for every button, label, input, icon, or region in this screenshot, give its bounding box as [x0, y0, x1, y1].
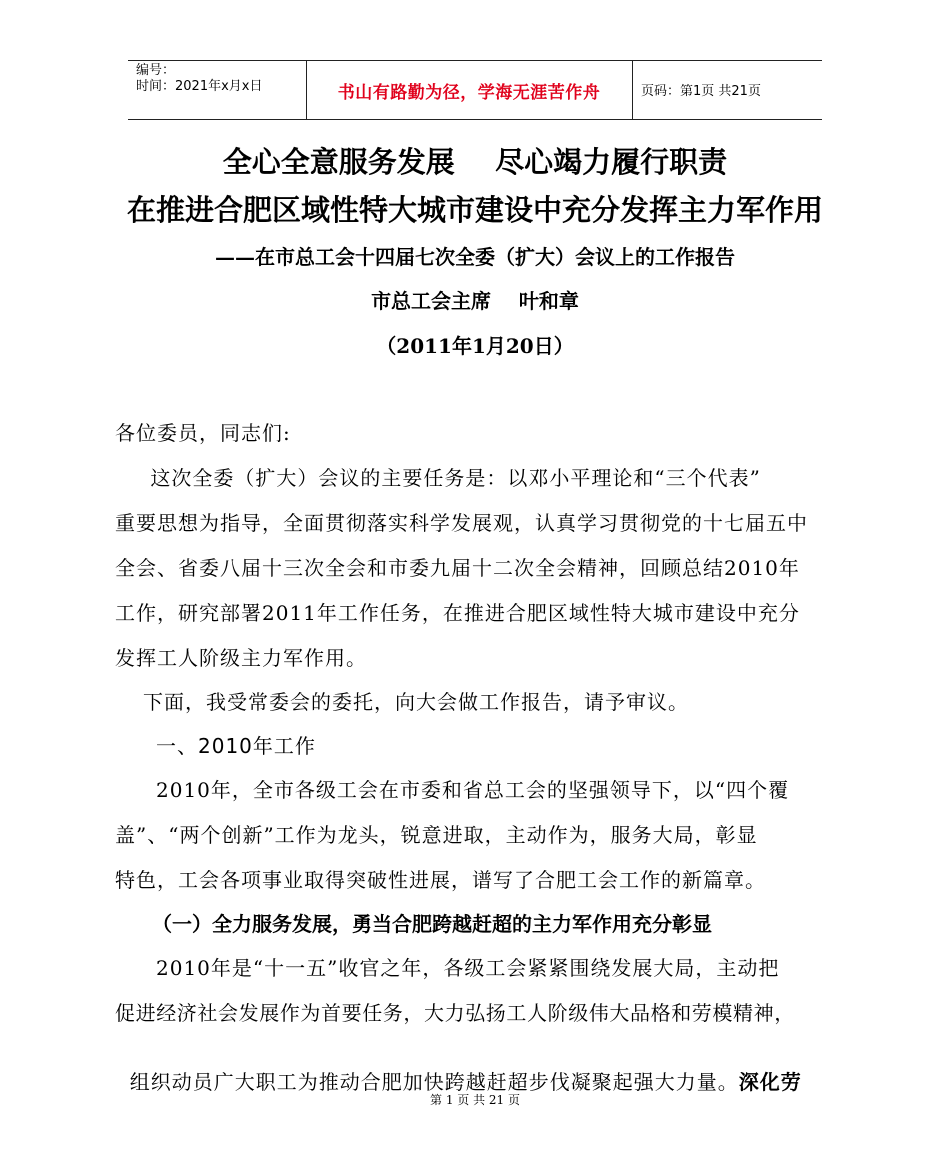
document-title-line1: 全心全意服务发展 尽心竭力履行职责 — [222, 145, 728, 179]
page-footer: 第 1 页 共 21 页 — [430, 1093, 520, 1107]
document-date: （2011年1月20日） — [376, 334, 574, 358]
header-meta — [136, 63, 262, 95]
header-bottom-rule — [128, 119, 822, 120]
paragraph-line: 2010年，全市各级工会在市委和省总工会的坚强领导下，以“四个覆 — [156, 778, 790, 802]
header-motto: 书山有路勤为径，学海无涯苦作舟 — [337, 83, 601, 103]
document-title-line2: 在推进合肥区域性特大城市建设中充分发挥主力军作用 — [126, 193, 823, 227]
paragraph-line: 促进经济社会发展作为首要任务，大力弘扬工人阶级伟大品格和劳模精神， — [115, 1001, 795, 1025]
header-divider — [632, 60, 633, 119]
paragraph-line: 重要思想为指导，全面贯彻落实科学发展观，认真学习贯彻党的十七届五中 — [115, 511, 808, 535]
paragraph-line — [115, 1042, 802, 1095]
header-top-rule — [128, 60, 822, 61]
paragraph-line: 盖”、“两个创新”工作为龙头，锐意进取，主动作为，服务大局，彰显 — [115, 823, 758, 847]
paragraph-line: 工作，研究部署2011年工作任务，在推进合肥区域性特大城市建设中充分 — [115, 601, 800, 625]
header-number: 编号： — [136, 63, 176, 78]
document-speaker: 市总工会主席 叶和章 — [371, 289, 579, 313]
paragraph-line: 2010年是“十一五”收官之年，各级工会紧紧围绕发展大局，主动把 — [156, 956, 780, 980]
bold-lead-text: 深化劳 — [738, 1070, 802, 1094]
paragraph-line: 特色，工会各项事业取得突破性进展，谱写了合肥工会工作的新篇章。 — [115, 868, 766, 892]
paragraph-line: 这次全委（扩大）会议的主要任务是：以邓小平理论和“三个代表” — [143, 466, 761, 490]
section-heading: 一、2010年工作 — [156, 734, 316, 758]
header-time: 时间：2021年x月x日 — [136, 79, 263, 94]
paragraph-line: 全会、省委八届十三次全会和市委九届十二次全会精神，回顾总结2010年 — [115, 556, 800, 580]
salutation: 各位委员，同志们: — [115, 421, 291, 445]
document-subtitle: ——在市总工会十四届七次全委（扩大）会议上的工作报告 — [215, 245, 735, 269]
subsection-heading: （一）全力服务发展，勇当合肥跨越赶超的主力军作用充分彰显 — [152, 912, 712, 936]
header-page-number: 页码：第1页 共21页 — [641, 84, 761, 99]
paragraph-text: 组织动员广大职工为推动合肥加快跨越赶超步伐凝聚起强大力量。 — [129, 1070, 739, 1094]
paragraph-line: 下面，我受常委会的委托，向大会做工作报告，请予审议。 — [143, 690, 689, 714]
paragraph-line: 发挥工人阶级主力军作用。 — [115, 646, 367, 670]
